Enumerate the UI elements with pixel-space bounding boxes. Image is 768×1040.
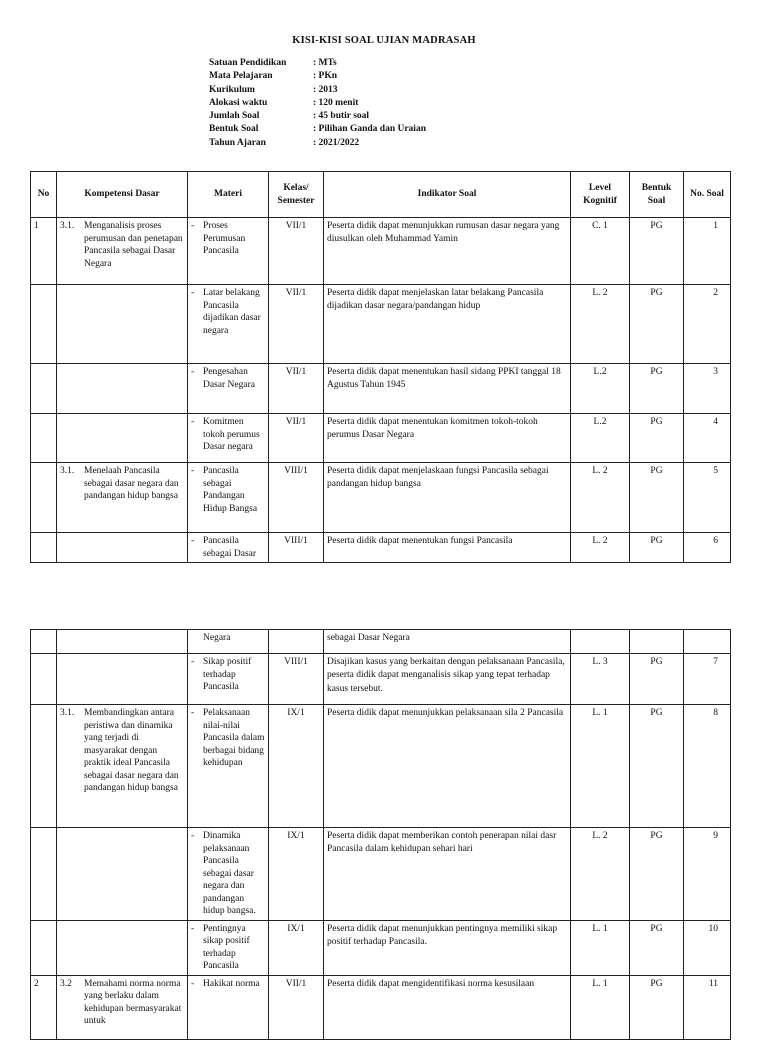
cell-level: L. 1 [571, 705, 630, 828]
cell-kelas [269, 630, 324, 654]
cell-kompetensi-dasar [57, 705, 188, 828]
materi-text: Komitmen tokoh perumus Dasar negara [203, 417, 260, 453]
kd-text: Memahami norma norma yang berlaku dalam kehidupan bermasyarakat untuk [84, 978, 182, 1027]
cell-bentuk: PG [630, 218, 684, 285]
cell-indikator: Disajikan kasus yang berkaitan dengan pelaksanaan Pancasila, peserta didik dapat menganalisis sikap yang tepat terhadap kasus tersebut. [324, 654, 571, 705]
cell-materi [188, 920, 269, 975]
materi-content [191, 830, 265, 918]
cell-no-soal: 11 [684, 975, 731, 1039]
document-meta [209, 57, 426, 150]
materi-text: Pancasila sebagai Dasar [203, 536, 257, 559]
kd-number: 3.1. [60, 221, 75, 231]
cell-no-soal: 4 [684, 414, 731, 463]
meta-value: : PKn [313, 71, 338, 82]
cell-indikator: Peserta didik dapat menjelaskan latar belakang Pancasila dijadikan dasar negara/pandangan hidup [324, 285, 571, 364]
table-row [31, 705, 731, 828]
cell-bentuk: PG [630, 285, 684, 364]
bullet-dash: - [191, 657, 195, 667]
cell-no [31, 533, 57, 563]
meta-label: Bentuk Soal [209, 124, 259, 135]
cell-no-soal: 1 [684, 218, 731, 285]
kd-content [60, 707, 184, 795]
materi-content [191, 535, 265, 560]
cell-bentuk: PG [630, 533, 684, 563]
cell-kompetensi-dasar [57, 364, 188, 414]
cell-kompetensi-dasar [57, 285, 188, 364]
cell-kompetensi-dasar [57, 975, 188, 1039]
bullet-dash: - [191, 417, 195, 427]
materi-content [191, 287, 265, 337]
header-kompetensi-dasar: Kompetensi Dasar [57, 172, 188, 218]
bullet-dash: - [191, 466, 195, 476]
cell-no-soal [684, 630, 731, 654]
cell-materi [188, 654, 269, 705]
cell-level: L. 1 [571, 975, 630, 1039]
bullet-dash: - [191, 831, 195, 841]
cell-indikator: Peserta didik dapat memberikan contoh penerapan nilai dasr Pancasila dalam kehidupan sehari hari [324, 828, 571, 921]
cell-level: L.2 [571, 414, 630, 463]
cell-kelas: VIII/1 [269, 533, 324, 563]
cell-no-soal: 6 [684, 533, 731, 563]
meta-value: : MTs [313, 58, 337, 68]
meta-value: : 45 butir soal [313, 111, 370, 122]
cell-kelas: VIII/1 [269, 463, 324, 533]
materi-content [191, 366, 265, 391]
cell-indikator: Peserta didik dapat menentukan fungsi Pancasila [324, 533, 571, 563]
bullet-dash: - [191, 221, 195, 231]
materi-text: Latar belakang Pancasila dijadikan dasar negara [203, 288, 261, 336]
cell-kelas: VII/1 [269, 218, 324, 285]
meta-row-satuan [209, 57, 426, 70]
materi-text: Pengesahan Dasar Negara [203, 367, 255, 390]
bullet-dash: - [191, 708, 195, 718]
cell-kelas: IX/1 [269, 828, 324, 921]
bullet-dash: - [191, 536, 195, 546]
meta-row-mapel [209, 70, 426, 83]
materi-content [191, 656, 265, 694]
cell-kompetensi-dasar [57, 920, 188, 975]
cell-level: L. 2 [571, 828, 630, 921]
cell-no-soal: 10 [684, 920, 731, 975]
header-level-kognitif: Level Kognitif [571, 172, 630, 218]
materi-content [191, 978, 265, 991]
cell-materi [188, 705, 269, 828]
table-row [31, 920, 731, 975]
cell-indikator: Peserta didik dapat menunjukkan pentingnya memiliki sikap positif terhadap Pancasila. [324, 920, 571, 975]
cell-no [31, 285, 57, 364]
materi-text: Pentingnya sikap positif terhadap Pancasila [203, 923, 250, 972]
cell-materi [188, 364, 269, 414]
materi-content [191, 707, 265, 770]
cell-no [31, 414, 57, 463]
table-header-row [31, 172, 731, 218]
meta-label: Jumlah Soal [209, 111, 260, 122]
table-row [31, 533, 731, 563]
cell-kelas: VIII/1 [269, 654, 324, 705]
meta-row-jumlah [209, 110, 426, 123]
materi-text: Pelaksanaan nilai-nilai Pancasila dalam berbagai bidang kehidupan [203, 708, 265, 769]
meta-value: : 120 menit [313, 97, 359, 108]
cell-level: C. 1 [571, 218, 630, 285]
table-row [31, 654, 731, 705]
document-title: KISI-KISI SOAL UJIAN MADRASAH [292, 35, 476, 46]
kd-text: Membandingkan antara peristiwa dan dinamika yang terjadi di masyarakat dengan praktik ideal Pancasila sebagai dasar negara dan pandangan hidup bangsa [84, 708, 179, 794]
cell-bentuk: PG [630, 975, 684, 1039]
cell-no [31, 920, 57, 975]
cell-no-soal: 7 [684, 654, 731, 705]
cell-no-soal: 9 [684, 828, 731, 921]
cell-kelas: IX/1 [269, 920, 324, 975]
kd-number: 3.2 [60, 978, 72, 989]
cell-kelas: VII/1 [269, 285, 324, 364]
kd-number: 3.1. [60, 466, 75, 476]
materi-text: Hakikat norma [203, 978, 260, 989]
cell-kelas: VII/1 [269, 364, 324, 414]
cell-bentuk: PG [630, 414, 684, 463]
cell-level: L.2 [571, 364, 630, 414]
meta-row-kurikulum [209, 84, 426, 97]
meta-row-bentuk [209, 123, 426, 136]
kd-text: Menganalisis proses perumusan dan penetapan Pancasila sebagai Dasar Negara [84, 221, 183, 269]
table-row [31, 828, 731, 921]
cell-indikator: Peserta didik dapat menentukan hasil sidang PPKI tanggal 18 Agustus Tahun 1945 [324, 364, 571, 414]
kd-number: 3.1. [60, 708, 75, 718]
materi-text: Pancasila sebagai Pandangan Hidup Bangsa [203, 466, 258, 514]
cell-bentuk: PG [630, 463, 684, 533]
cell-bentuk: PG [630, 828, 684, 921]
materi-content [191, 923, 265, 973]
meta-value: : Pilihan Ganda dan Uraian [313, 124, 426, 135]
table-body [31, 218, 731, 563]
cell-kompetensi-dasar [57, 630, 188, 654]
cell-bentuk: PG [630, 920, 684, 975]
bullet-dash: - [191, 978, 195, 989]
cell-kelas: VII/1 [269, 414, 324, 463]
cell-bentuk: PG [630, 654, 684, 705]
cell-bentuk: PG [630, 364, 684, 414]
materi-content [191, 220, 265, 258]
cell-no [31, 364, 57, 414]
cell-no [31, 463, 57, 533]
kd-text: Menelaah Pancasila sebagai dasar negara dan pandangan hidup bangsa [84, 466, 179, 502]
cell-no [31, 630, 57, 654]
meta-label: Satuan Pendidikan [209, 58, 287, 68]
kisi-kisi-table-page-2 [30, 629, 731, 1040]
materi-text: Proses Perumusan Pancasila [203, 221, 246, 257]
cell-kompetensi-dasar [57, 654, 188, 705]
materi-text: Dinamika pelaksanaan Pancasila sebagai dasar negara dan pandangan hidup bangsa. [203, 831, 256, 917]
table-row [31, 218, 731, 285]
cell-indikator: Peserta didik dapat menjelaskaan fungsi Pancasila sebagai pandangan hidup bangsa [324, 463, 571, 533]
header-bentuk-soal: Bentuk Soal [630, 172, 684, 218]
materi-content [191, 465, 265, 515]
cell-materi [188, 414, 269, 463]
cell-no: 1 [31, 218, 57, 285]
bullet-dash: - [191, 367, 195, 377]
cell-kompetensi-dasar [57, 828, 188, 921]
meta-row-alokasi [209, 97, 426, 110]
cell-no [31, 828, 57, 921]
cell-bentuk: PG [630, 705, 684, 828]
cell-kompetensi-dasar [57, 414, 188, 463]
meta-label: Alokasi waktu [209, 97, 268, 108]
kisi-kisi-table-page-1 [30, 171, 731, 563]
cell-no [31, 705, 57, 828]
table-row [31, 414, 731, 463]
kd-content [60, 220, 184, 270]
materi-content [191, 632, 265, 645]
kd-content [60, 465, 184, 503]
cell-indikator: sebagai Dasar Negara [324, 630, 571, 654]
cell-materi [188, 975, 269, 1039]
cell-indikator: Peserta didik dapat menunjukkan pelaksanaan sila 2 Pancasila [324, 705, 571, 828]
bullet-dash [191, 632, 203, 645]
cell-no [31, 654, 57, 705]
cell-indikator: Peserta didik dapat mengidentifikasi norma kesusilaan [324, 975, 571, 1039]
cell-level [571, 630, 630, 654]
cell-level: L. 1 [571, 920, 630, 975]
meta-label: Kurikulum [209, 84, 255, 95]
cell-level: L. 2 [571, 463, 630, 533]
cell-no-soal: 2 [684, 285, 731, 364]
meta-value: : 2013 [313, 84, 338, 95]
cell-materi [188, 463, 269, 533]
table-row [31, 975, 731, 1039]
table-body [31, 630, 731, 1040]
cell-no: 2 [31, 975, 57, 1039]
cell-no-soal: 3 [684, 364, 731, 414]
cell-materi [188, 828, 269, 921]
cell-indikator: Peserta didik dapat menentukan komitmen tokoh-tokoh perumus Dasar Negara [324, 414, 571, 463]
bullet-dash: - [191, 288, 195, 298]
cell-materi [188, 533, 269, 563]
cell-kompetensi-dasar [57, 463, 188, 533]
header-no-soal: No. Soal [684, 172, 731, 218]
header-no: No [31, 172, 57, 218]
table-row [31, 364, 731, 414]
cell-no-soal: 5 [684, 463, 731, 533]
cell-no-soal: 8 [684, 705, 731, 828]
meta-value: : 2021/2022 [313, 137, 360, 148]
meta-row-tahun [209, 137, 426, 150]
table-row [31, 630, 731, 654]
header-kelas-semester: Kelas/ Semester [269, 172, 324, 218]
bullet-dash: - [191, 923, 195, 934]
cell-kelas: IX/1 [269, 705, 324, 828]
cell-level: L. 3 [571, 654, 630, 705]
cell-level: L. 2 [571, 533, 630, 563]
cell-kompetensi-dasar [57, 218, 188, 285]
meta-label: Tahun Ajaran [209, 137, 266, 148]
header-indikator-soal: Indikator Soal [324, 172, 571, 218]
cell-kompetensi-dasar [57, 533, 188, 563]
cell-materi [188, 630, 269, 654]
cell-indikator: Peserta didik dapat menunjukkan rumusan dasar negara yang diusulkan oleh Muhammad Yamin [324, 218, 571, 285]
cell-kelas: VII/1 [269, 975, 324, 1039]
cell-materi [188, 218, 269, 285]
meta-label: Mata Pelajaran [209, 71, 273, 82]
materi-text: Negara [203, 633, 231, 643]
materi-text: Sikap positif terhadap Pancasila [203, 657, 252, 693]
cell-materi [188, 285, 269, 364]
table-row [31, 463, 731, 533]
table-row [31, 285, 731, 364]
materi-content [191, 416, 265, 454]
cell-bentuk [630, 630, 684, 654]
cell-level: L. 2 [571, 285, 630, 364]
kd-content [60, 978, 184, 1028]
header-materi: Materi [188, 172, 269, 218]
